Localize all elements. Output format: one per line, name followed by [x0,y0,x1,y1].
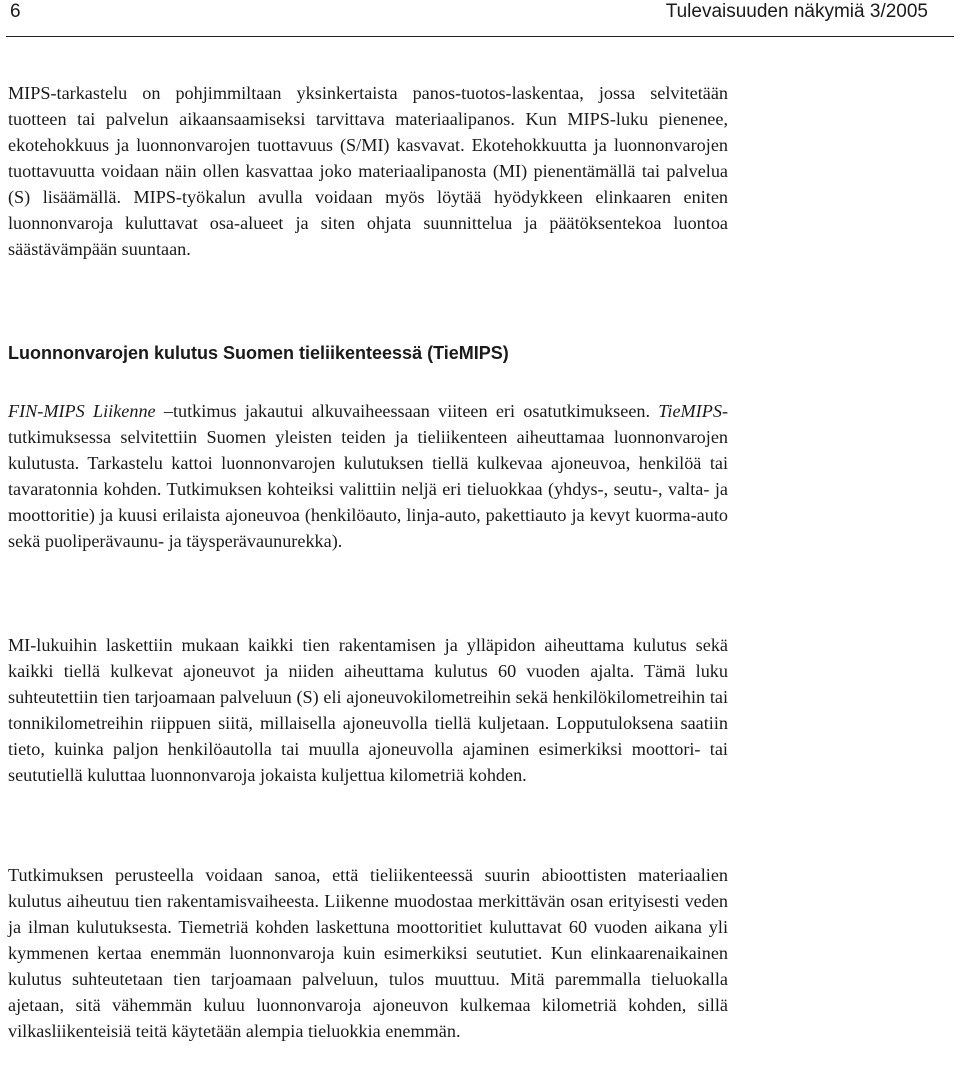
publication-title: Tulevaisuuden näkymiä 3/2005 [665,1,928,22]
page-number: 6 [10,1,21,22]
italic-fin-mips-liikenne: FIN-MIPS Liikenne [8,401,156,421]
page-header [6,0,954,37]
paragraph-results: Tutkimuksen perusteella voidaan sanoa, että tieliikenteessä suurin abioottisten materiaalien kulutus aiheutuu tien rakentamisvaiheesta. Liikenne muodostaa merkittävän osan erityisesti veden ja ilman kulutuksesta. Tiemetriä kohden laskettuna moottoritiet kuluttavat 60 vuoden aikana yli kymmenen kertaa enemmän luonnonvaroja kuin esimerkiksi seututiet. Kun elinkaarenaikainen kulutus suhteutetaan tien tarjoamaan palveluun, tulos muuttuu. Mitä paremmalla tieluokalla ajetaan, sitä vähemmän kuluu luonnonvaroja ajoneuvon kulkemaa kilometriä kohden, sillä vilkasliikenteisiä teitä käytetään alempia tieluokkia enemmän. [8,865,728,1041]
section-heading: Luonnonvarojen kulutus Suomen tieliikenteessä (TieMIPS) [8,343,509,363]
italic-tiemips: TieMIPS [658,401,722,421]
paragraph-text-part: -tutkimuksessa selvitettiin Suomen yleisten teiden ja tieliikenteen aiheuttamaa luonnonvarojen kulutusta. Tarkastelu kattoi luonnonvarojen kulutuksen tiellä kulkevaa ajoneuvoa, henkilöä tai tavaratonnia kohden. Tutkimuksen kohteiksi valittiin neljä eri tieluokkaa (yhdys-, seutu-, valta- ja moottoritie) ja kuusi erilaista ajoneuvoa (henkilöauto, linja-auto, pakettiauto ja kevyt kuorma-auto sekä puoliperävaunu- ja täysperävaunurekka). [8,401,728,551]
paragraph-mi-calculation: MI-lukuihin laskettiin mukaan kaikki tien rakentamisen ja ylläpidon aiheuttama kulutus sekä kaikki tiellä kulkevat ajoneuvot ja niiden aiheuttama kulutus 60 vuoden ajalta. Tämä luku suhteutettiin tien tarjoamaan palveluun (S) eli ajoneuvokilometreihin sekä henkilökilometreihin tai tonnikilometreihin riippuen siitä, millaisella ajoneuvolla tiellä kuljetaan. Lopputuloksena saatiin tieto, kuinka paljon henkilöautolla tai muulla ajoneuvolla ajaminen esimerkiksi moottori- tai seututiellä kuluttaa luonnonvaroja jokaista kuljettua kilometriä kohden. [8,635,728,785]
paragraph-text-part: –tutkimus jakautui alkuvaiheessaan viiteen eri osatutkimukseen. [155,401,659,421]
paragraph-mips-intro: MIPS-tarkastelu on pohjimmiltaan yksinkertaista panos-tuotos-laskentaa, jossa selvitetään tuotteen tai palvelun aikaansaamiseksi tarvittava materiaalipanos. Kun MIPS-luku pienenee, ekotehokkuus ja luonnonvarojen tuottavuus (S/MI) kasvavat. Ekotehokkuutta ja luonnonvarojen tuottavuutta voidaan näin ollen kasvattaa joko materiaalipanosta (MI) pienentämällä tai palvelua (S) lisäämällä. MIPS-työkalun avulla voidaan myös löytää hyödykkeen elinkaaren eniten luonnonvaroja kuluttavat osa-alueet ja siten ohjata suunnittelua ja päätöksentekoa luontoa säästävämpään suuntaan. [8,83,728,259]
paragraph-tiemips-study [8,398,728,554]
